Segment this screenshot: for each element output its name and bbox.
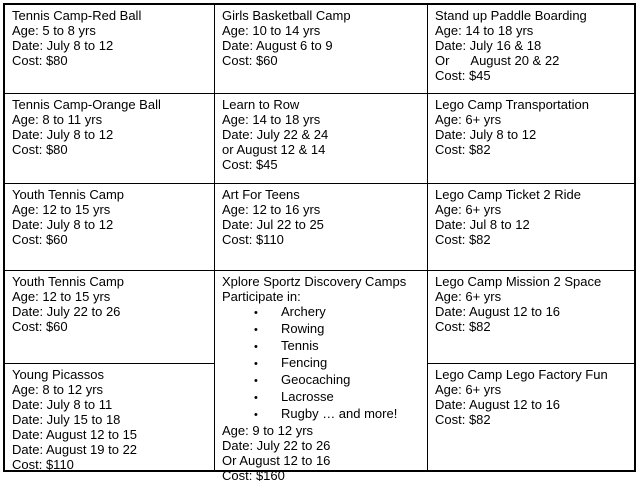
bullet-icon: •: [254, 375, 258, 387]
text-line: Date: August 12 to 16: [435, 304, 561, 319]
text-line: Cost: $60: [12, 232, 68, 247]
text-line: Girls Basketball Camp: [222, 8, 351, 23]
text-line: Date: July 8 to 12: [12, 217, 114, 232]
text-line: Age: 8 to 12 yrs: [12, 382, 104, 397]
bullet-icon: •: [254, 409, 258, 421]
bullet-line: [222, 338, 423, 355]
text-line: Cost: $110: [12, 457, 74, 472]
text-line: Lego Camp Transportation: [435, 97, 589, 112]
bullet-text: Geocaching: [281, 372, 351, 387]
text-line: Date: Jul 8 to 12: [435, 217, 530, 232]
text-line: Cost: $82: [435, 142, 491, 157]
text-line: Age: 6+ yrs: [435, 382, 502, 397]
text-line: Cost: $110: [222, 232, 284, 247]
text-line: Lego Camp Lego Factory Fun: [435, 367, 608, 382]
text-line: Date: July 22 & 24: [222, 127, 329, 142]
cell-girls-basketball-camp: [215, 5, 428, 94]
text-line: Date: Jul 22 to 25: [222, 217, 324, 232]
cell-youth-tennis-camp-session1: [5, 184, 215, 271]
bullet-icon: •: [254, 358, 258, 370]
text-line: Age: 12 to 16 yrs: [222, 202, 321, 217]
text-line: Cost: $82: [435, 412, 491, 427]
text-line: Date: August 12 to 15: [12, 427, 138, 442]
text-line: Age: 6+ yrs: [435, 202, 502, 217]
bullet-icon: •: [254, 341, 258, 353]
text-line: Date: July 16 & 18: [435, 38, 542, 53]
cell-lego-camp-transportation: [428, 94, 634, 184]
text-line: Youth Tennis Camp: [12, 187, 125, 202]
cell-lego-camp-lego-factory-fun: [428, 364, 634, 470]
text-line: Age: 14 to 18 yrs: [435, 23, 534, 38]
bullet-icon: •: [254, 392, 258, 404]
text-line: Age: 8 to 11 yrs: [12, 112, 103, 127]
bullet-line: [222, 355, 423, 372]
text-line: Age: 12 to 15 yrs: [12, 289, 111, 304]
bullet-text: Rowing: [281, 321, 325, 336]
text-line: Cost: $80: [12, 53, 68, 68]
text-line: or August 12 & 14: [222, 142, 326, 157]
bullet-line: [222, 406, 423, 423]
text-line: Lego Camp Mission 2 Space: [435, 274, 602, 289]
text-line: Lego Camp Ticket 2 Ride: [435, 187, 581, 202]
text-line: Date: August 12 to 16: [435, 397, 561, 412]
text-line: Youth Tennis Camp: [12, 274, 125, 289]
text-line: Or August 20 & 22: [435, 53, 560, 68]
text-line: Cost: $80: [12, 142, 68, 157]
bullet-text: Rugby … and more!: [281, 406, 398, 421]
bullet-text: Lacrosse: [281, 389, 334, 404]
cell-tennis-camp-red-ball: [5, 5, 215, 94]
cell-lego-camp-mission-2-space: [428, 271, 634, 364]
text-line: Stand up Paddle Boarding: [435, 8, 587, 23]
text-line: Age: 6+ yrs: [435, 112, 502, 127]
cell-lego-camp-ticket-2-ride: [428, 184, 634, 271]
text-line: Cost: $60: [12, 319, 68, 334]
cell-xplore-sportz-discovery-camps: [215, 271, 428, 483]
cell-youth-tennis-camp-session2: [5, 271, 215, 364]
bullet-line: [222, 372, 423, 389]
text-line: Age: 10 to 14 yrs: [222, 23, 321, 38]
bullet-line: [222, 304, 423, 321]
cell-tennis-camp-orange-ball: [5, 94, 215, 184]
camp-schedule-table: [3, 3, 636, 483]
text-line: Cost: $82: [435, 319, 491, 334]
text-line: Date: July 22 to 26: [12, 304, 121, 319]
text-line: Xplore Sportz Discovery Camps: [222, 274, 407, 289]
bullet-line: [222, 389, 423, 406]
cell-young-picassos: [5, 364, 215, 470]
text-line: Tennis Camp-Orange Ball: [12, 97, 161, 112]
text-line: Cost: $82: [435, 232, 491, 247]
text-line: Cost: $160: [222, 468, 285, 483]
text-line: Date: July 15 to 18: [12, 412, 121, 427]
text-line: Age: 9 to 12 yrs: [222, 423, 314, 438]
cell-art-for-teens: [215, 184, 428, 271]
text-line: Learn to Row: [222, 97, 300, 112]
text-line: Age: 14 to 18 yrs: [222, 112, 321, 127]
text-line: Age: 12 to 15 yrs: [12, 202, 111, 217]
cell-learn-to-row: [215, 94, 428, 184]
text-line: Cost: $45: [435, 68, 491, 83]
text-line: Date: July 8 to 11: [12, 397, 113, 412]
bullet-text: Tennis: [281, 338, 319, 353]
bullet-text: Fencing: [281, 355, 328, 370]
text-line: Young Picassos: [12, 367, 105, 382]
cell-stand-up-paddle-boarding: [428, 5, 634, 94]
text-line: Or August 12 to 16: [222, 453, 331, 468]
text-line: Participate in:: [222, 289, 301, 304]
bullet-line: [222, 321, 423, 338]
bullet-text: Archery: [281, 304, 326, 319]
bullet-icon: •: [254, 307, 258, 319]
text-line: Cost: $45: [222, 157, 278, 172]
text-line: Date: August 19 to 22: [12, 442, 138, 457]
text-line: Date: July 8 to 12: [12, 127, 114, 142]
text-line: Tennis Camp-Red Ball: [12, 8, 142, 23]
text-line: Date: July 8 to 12: [435, 127, 537, 142]
text-line: Art For Teens: [222, 187, 300, 202]
text-line: Cost: $60: [222, 53, 278, 68]
text-line: Date: August 6 to 9: [222, 38, 333, 53]
bullet-icon: •: [254, 324, 258, 336]
text-line: Age: 5 to 8 yrs: [12, 23, 96, 38]
text-line: Date: July 22 to 26: [222, 438, 331, 453]
text-line: Age: 6+ yrs: [435, 289, 502, 304]
text-line: Date: July 8 to 12: [12, 38, 114, 53]
